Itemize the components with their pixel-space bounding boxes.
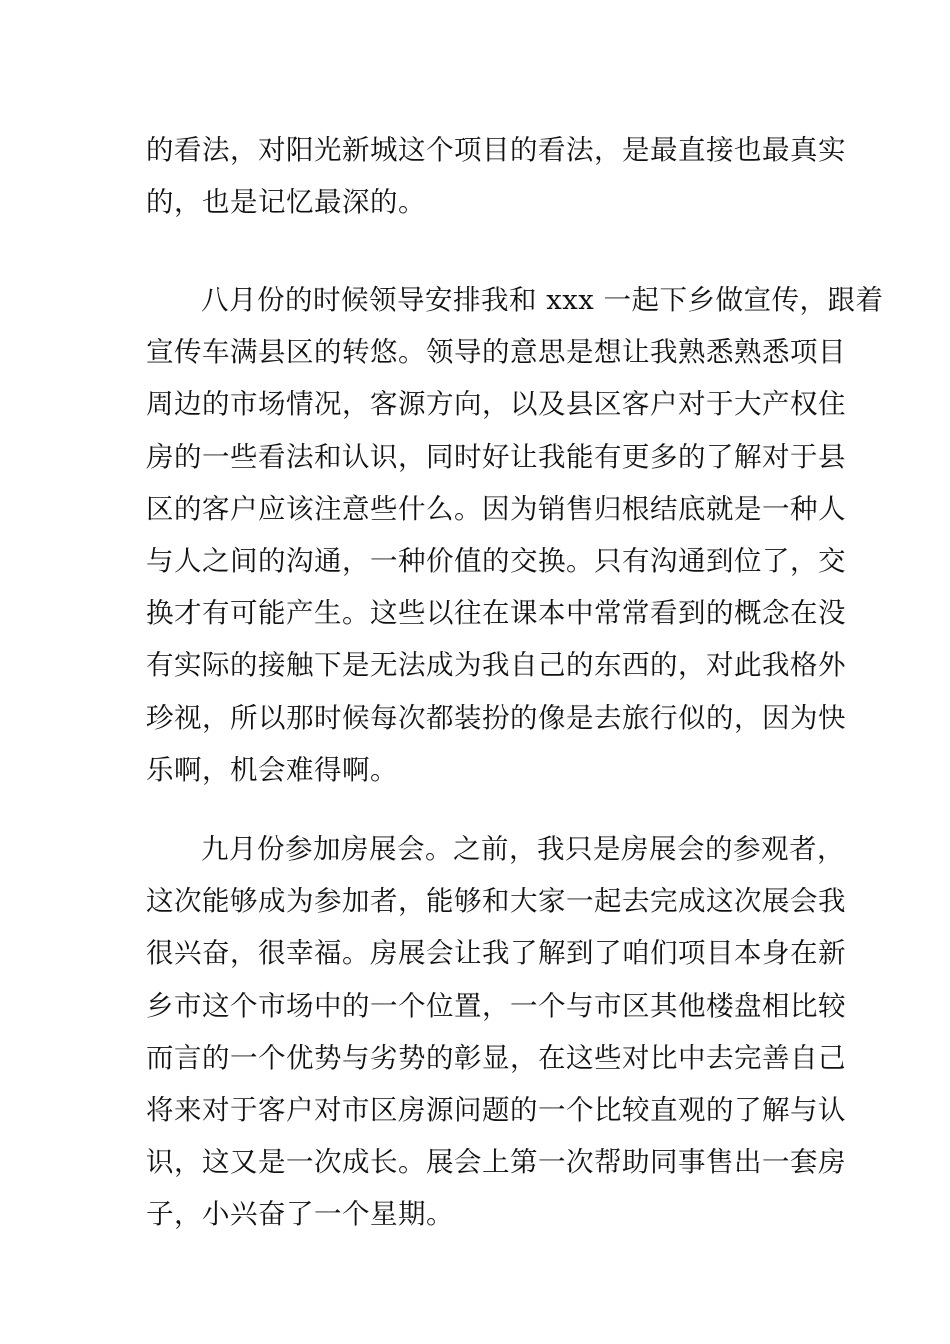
text-line: 这次能够成为参加者，能够和大家一起去完成这次展会我 xyxy=(146,885,846,918)
text-line: 的，也是记忆最深的。 xyxy=(146,186,426,219)
text-line: 区的客户应该注意些什么。因为销售归根结底就是一种人 xyxy=(146,492,846,525)
text-line: 将来对于客户对市区房源问题的一个比较直观的了解与认 xyxy=(146,1093,846,1126)
paragraph-2 xyxy=(146,274,884,796)
text-line: 珍视，所以那时候每次都装扮的像是去旅行似的，因为快 xyxy=(146,701,846,734)
paragraph-3 xyxy=(146,823,846,1241)
text-line: 乐啊，机会难得啊。 xyxy=(146,753,398,786)
text-line: 周边的市场情况，客源方向，以及县区客户对于大产权住 xyxy=(146,388,846,421)
text-line: 的看法，对阳光新城这个项目的看法，是最直接也最真实 xyxy=(146,134,846,166)
text-line: 识，这又是一次成长。展会上第一次帮助同事售出一套房 xyxy=(146,1146,846,1179)
text-line: 子，小兴奋了一个星期。 xyxy=(146,1198,454,1231)
text-line: 宣传车满县区的转悠。领导的意思是想让我熟悉熟悉项目 xyxy=(146,336,846,369)
text-line: 而言的一个优势与劣势的彰显，在这些对比中去完善自己 xyxy=(146,1041,846,1074)
text-line: 八月份的时候领导安排我和 xxx 一起下乡做宣传，跟着 xyxy=(201,284,884,316)
text-line: 房的一些看法和认识，同时好让我能有更多的了解对于县 xyxy=(146,440,846,473)
text-line: 很兴奋，很幸福。房展会让我了解到了咱们项目本身在新 xyxy=(146,937,846,970)
text-line: 有实际的接触下是无法成为我自己的东西的，对此我格外 xyxy=(146,649,846,682)
text-line: 换才有可能产生。这些以往在课本中常常看到的概念在没 xyxy=(146,597,846,630)
text-line: 与人之间的沟通，一种价值的交换。只有沟通到位了，交 xyxy=(146,544,846,577)
paragraph-1 xyxy=(146,124,846,228)
text-line: 九月份参加房展会。之前，我只是房展会的参观者， xyxy=(201,833,845,865)
text-line: 乡市这个市场中的一个位置，一个与市区其他楼盘相比较 xyxy=(146,989,846,1022)
